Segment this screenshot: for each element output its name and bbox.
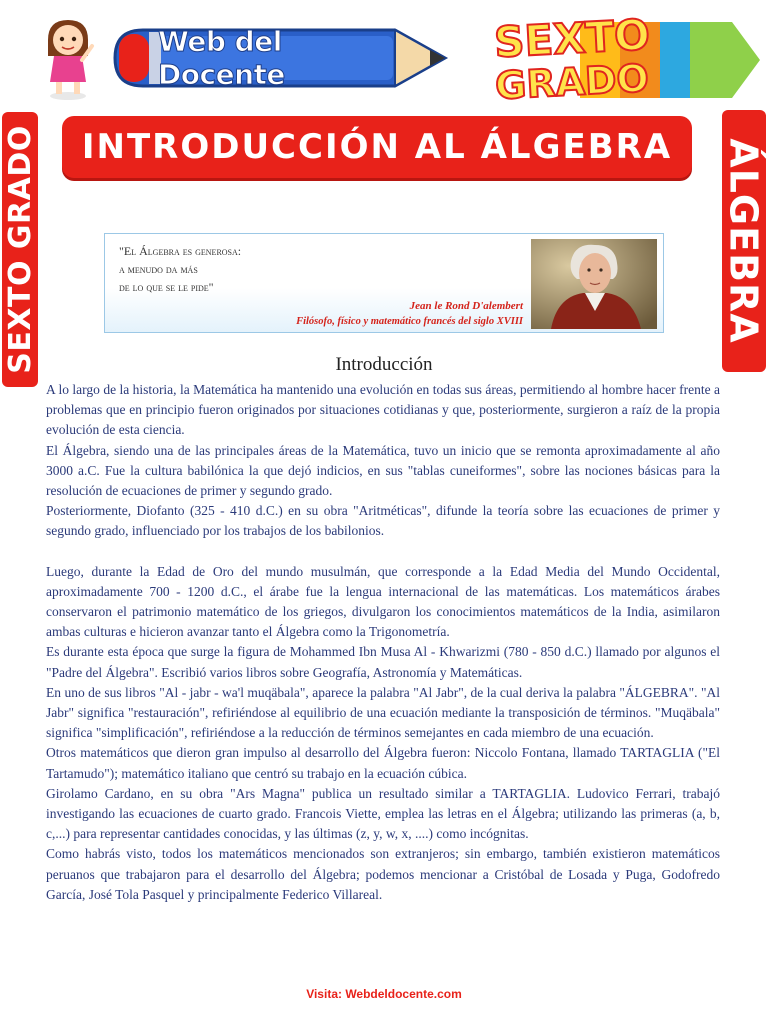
body-content xyxy=(46,380,720,905)
section-title: Introducción xyxy=(335,354,433,375)
portrait-image xyxy=(531,239,657,329)
left-ribbon-label: SEXTO GRADO xyxy=(2,125,38,374)
grade-line-2: GRADO xyxy=(494,56,650,108)
left-ribbon-label-wrap xyxy=(2,112,38,387)
paragraph: Posteriormente, Diofanto (325 - 410 d.C.) en su obra "Aritméticas", difunde la teoría sobre las ecuaciones de primer y segundo grado, influenciado por los trabajos de los babilonios. xyxy=(46,503,720,539)
paragraph: Es durante esta época que surge la figura de Mohammed Ibn Musa Al - Khwarizmi (780 - 850 d.C.) llamado por algunos el "Padre del Álgebra". Escribió varios libros sobre Geografía, Astronomía y Matemáticas. xyxy=(46,644,720,680)
right-ribbon-label-wrap xyxy=(722,110,766,372)
paragraph: A lo largo de la historia, la Matemática ha mantenido una evolución en todas sus áreas, permitiendo al hombre hacer frente a problemas que en principio fueron originados por situaciones cotidianas y que, posteriormente, surgieron a raíz de la propia evolución de esta ciencia. xyxy=(46,382,720,438)
right-ribbon-label: ÁLGEBRA xyxy=(722,138,766,344)
quote-line-2: a menudo da más xyxy=(119,262,198,276)
quote-line-3: de lo que se le pide" xyxy=(119,280,214,294)
page-title: INTRODUCCIÓN AL ÁLGEBRA xyxy=(81,127,673,167)
paragraph: En uno de sus libros "Al - jabr - wa'l muqäbala", aparece la palabra "Al Jabr", de la cual deriva la palabra "ÁLGEBRA". "Al Jabr" significa "restauración", refiriéndose al equilibrio de una ecuación mediante la transposición de términos. "Muqäbala" significa "simplificación", refiriéndose a la reducción de términos semejantes en cada miembro de una ecuación. xyxy=(46,684,720,741)
paragraph: Como habrás visto, todos los matemáticos mencionados son extranjeros; sin embargo, también existieron matemáticos peruanos que trabajaron para el desarrollo del Álgebra; podemos mencionar a Cristóbal de Losada y Puga, Godofredo García, José Tola Pasquel y principalmente Federico Villareal. xyxy=(46,846,720,902)
paragraph: Otros matemáticos que dieron gran impulso al desarrollo del Álgebra fueron: Niccolo Fontana, llamado TARTAGLIA ("El Tartamudo"); matemático italiano que centró su trabajo en la ecuación cúbica. xyxy=(46,745,720,781)
quote-author: Jean le Rond D'alembert xyxy=(409,300,523,312)
paragraph-spacer xyxy=(46,542,720,562)
grade-line-1: SEXTO xyxy=(492,9,652,68)
quote-line-1: "El Álgebra es generosa: xyxy=(119,244,242,258)
paragraph: El Álgebra, siendo una de las principales áreas de la Matemática, tuvo un inicio que se remonta aproximadamente al año 3000 a.C. Fue la cultura babilónica la que dejó indicios, en sus "tablas cuneiformes", sobre las nociones básicas para la resolución de ecuaciones de primer y segundo grado. xyxy=(46,442,720,499)
paragraph: Luego, durante la Edad de Oro del mundo musulmán, que corresponde a la Edad Media del Mundo Occidental, aproximadamente 700 - 1200 d.C., el árabe fue la lengua internacional de las matemáticas. Los matemáticos árabes conservaron el patrimonio matemático de los griegos, divulgaron los conocimientos matemáticos de la India, asimilaron ambas culturas e hicieron avanzar tanto el Álgebra como la Trigonometría. xyxy=(46,563,720,640)
footer-link[interactable]: Visita: Webdeldocente.com xyxy=(306,987,462,1001)
paragraph: Girolamo Cardano, en su obra "Ars Magna" publica un resultado similar a TARTAGLIA. Ludovico Ferrari, trabajó investigando las ecuaciones de cuarto grado. Francois Viette, emplea las letras en el Álgebra; utilizando las primeras (a, b, c,...) para representar cantidades conocidas, y las últimas (z, y, w, x, ....) como incógnitas. xyxy=(46,785,720,842)
quote-box xyxy=(104,233,664,333)
quote-description: Filósofo, físico y matemático francés del siglo XVIII xyxy=(296,316,523,327)
title-banner xyxy=(62,116,692,178)
site-name: Web del Docente xyxy=(158,25,285,91)
teacher-mascot-icon xyxy=(40,16,96,102)
page-header xyxy=(0,0,768,110)
